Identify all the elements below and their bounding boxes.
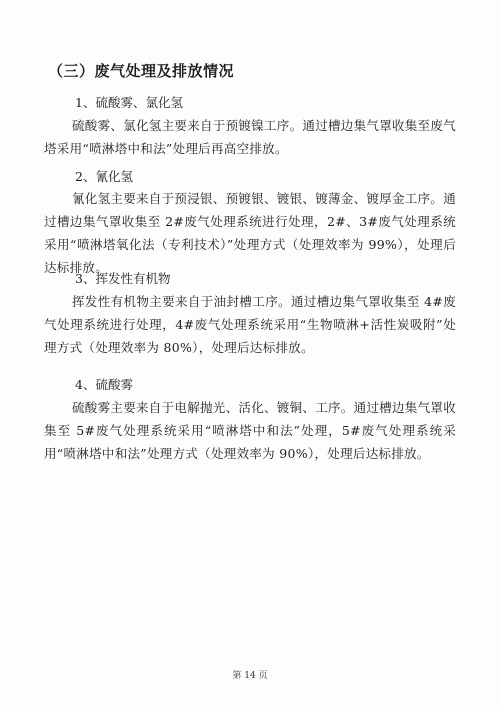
item-4-heading: 4、硫酸雾: [75, 377, 133, 392]
item-2-body: 氰化氢主要来自于预浸银、预镀银、镀银、镀薄金、镀厚金工序。通过槽边集气罩收集至 2#废气处理系统进行处理，2#、3#废气处理系统采用“喷淋塔氧化法（专利技术）”处理方式（处理效率为 99%），处理后达标排放。: [44, 191, 457, 275]
section-title: （三）废气处理及排放情况: [48, 62, 235, 80]
item-1-body: 硫酸雾、氯化氢主要来自于预镀镍工序。通过槽边集气罩收集至废气塔采用“喷淋塔中和法”处理后再高空排放。: [44, 118, 457, 156]
item-4-body: 硫酸雾主要来自于电解抛光、活化、镀铜、工序。通过槽边集气罩收集至 5#废气处理系统采用“喷淋塔中和法”处理，5#废气处理系统采用“喷淋塔中和法”处理方式（处理效率为 90%），处理后达标排放。: [44, 400, 457, 461]
item-3-body: 挥发性有机物主要来自于油封槽工序。通过槽边集气罩收集至 4#废气处理系统进行处理，4#废气处理系统采用“生物喷淋+活性炭吸附”处理方式（处理效率为 80%），处理后达标排放。: [44, 294, 456, 355]
item-2-heading: 2、氰化氢: [75, 169, 133, 184]
page-number: 第 14 页: [232, 671, 268, 681]
item-1-heading: 1、硫酸雾、氯化氢: [75, 95, 183, 110]
item-3-heading: 3、挥发性有机物: [75, 271, 171, 286]
